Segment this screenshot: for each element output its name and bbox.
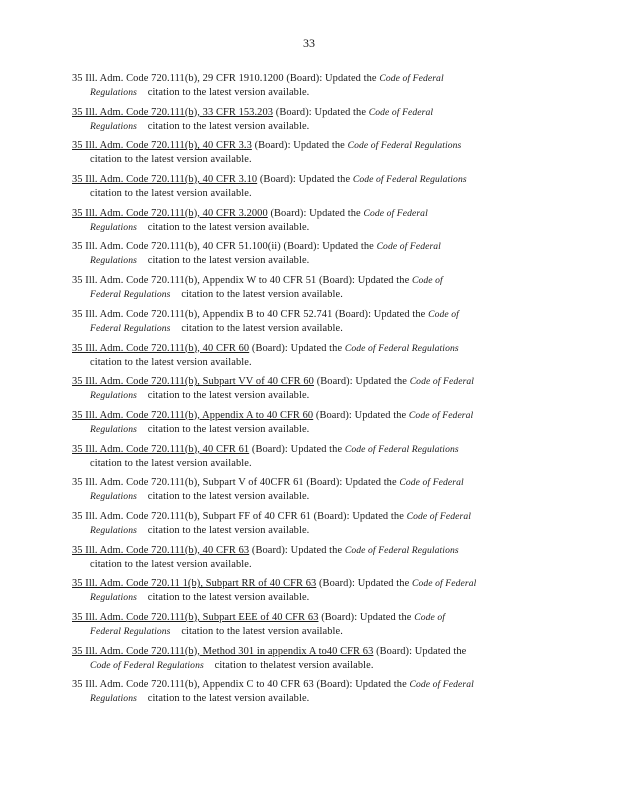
entry-line-1 — [72, 544, 522, 558]
entry-line-2 — [72, 692, 522, 706]
cfr-reference: Code of Federal — [406, 510, 471, 522]
cfr-reference: Code of Federal — [409, 679, 474, 691]
entry-line-1 — [72, 72, 522, 86]
cfr-reference-continued: Regulations — [90, 693, 137, 705]
cfr-reference-continued: Regulations — [90, 592, 137, 604]
entry-line-1 — [72, 577, 522, 591]
entry-action: Updated the — [355, 679, 407, 691]
cfr-reference: Code of Federal Regulations — [344, 443, 459, 455]
entry-line-1 — [72, 342, 522, 356]
entry-action: Updated the — [345, 477, 397, 489]
entry-citation: 35 Ill. Adm. Code 720.111(b), 40 CFR 60 — [72, 342, 250, 354]
entry-citation: 35 Ill. Adm. Code 720.111(b), 40 CFR 3.2000 — [72, 207, 268, 219]
cfr-reference: Code of Federal — [376, 241, 441, 253]
cfr-reference: Code of Federal — [379, 73, 444, 84]
entry-list — [72, 72, 522, 712]
cfr-reference: Code of Federal Regulations — [344, 342, 459, 354]
cfr-reference: Code of — [414, 612, 446, 623]
list-item — [72, 577, 522, 611]
entry-citation: 35 Ill. Adm. Code 720.111(b), 29 CFR 1910.1200 (Board): — [72, 73, 323, 84]
entry-citation: 35 Ill. Adm. Code 720.111(b), 40 CFR 3.3 — [72, 140, 252, 152]
entry-citation: 35 Ill. Adm. Code 720.111(b), 40 CFR 61 — [72, 443, 250, 455]
entry-line-1 — [72, 443, 522, 457]
entry-line-2 — [72, 524, 522, 538]
list-item — [72, 476, 522, 510]
entry-line-2 — [72, 591, 522, 605]
cfr-reference-continued: Regulations — [90, 221, 137, 233]
entry-line-2 — [72, 153, 522, 167]
list-item — [72, 342, 522, 376]
entry-line-2 — [72, 659, 522, 673]
entry-citation: 35 Ill. Adm. Code 720.111(b), 33 CFR 153.203 — [72, 106, 274, 118]
list-item — [72, 308, 522, 342]
entry-action: Updated the — [357, 275, 410, 287]
entry-action: (Board): Updated the — [254, 140, 345, 152]
entry-line-2 — [72, 356, 522, 370]
cfr-reference: Code of Federal — [408, 409, 474, 421]
entry-description: citation to thelatest version available. — [214, 659, 374, 671]
entry-description: citation to the latest version available. — [147, 524, 310, 536]
cfr-reference: Code of Federal — [409, 376, 475, 388]
list-item — [72, 510, 522, 544]
cfr-reference-continued: Federal Regulations — [90, 289, 171, 301]
entry-description: citation to the latest version available. — [90, 154, 252, 166]
entry-citation: 35 Ill. Adm. Code 720.111(b), 40 CFR 63 — [72, 544, 250, 556]
entry-action: (Board): Updated the — [270, 207, 361, 219]
cfr-reference: Code of Federal — [363, 207, 428, 219]
list-item — [72, 443, 522, 477]
entry-line-2 — [72, 120, 522, 134]
entry-line-2 — [72, 187, 522, 201]
entry-description: citation to the latest version available. — [147, 592, 310, 604]
cfr-reference-continued: Regulations — [90, 524, 137, 536]
entry-citation: 35 Ill. Adm. Code 720.111(b), Appendix W to 40 CFR 51 (Board): — [72, 275, 355, 287]
entry-line-1 — [72, 611, 522, 625]
entry-line-1 — [72, 510, 522, 524]
list-item — [72, 139, 522, 173]
entry-description: citation to the latest version available. — [147, 120, 310, 132]
entry-line-2 — [72, 322, 522, 336]
entry-citation: 35 Ill. Adm. Code 720.111(b), Subpart VV of 40 CFR 60 — [72, 376, 314, 388]
list-item — [72, 645, 522, 679]
entry-line-2 — [72, 86, 522, 100]
entry-line-1 — [72, 207, 522, 221]
entry-citation: 35 Ill. Adm. Code 720.11 1(b), Subpart RR of 40 CFR 63 — [72, 578, 317, 590]
entry-action: (Board): Updated the — [315, 409, 407, 421]
entry-description: citation to the latest version available. — [90, 356, 252, 368]
entry-line-1 — [72, 139, 522, 153]
list-item — [72, 240, 522, 274]
entry-action: (Board): Updated the — [251, 544, 343, 556]
entry-line-2 — [72, 254, 522, 268]
cfr-reference: Code of Federal Regulations — [344, 544, 459, 556]
entry-line-2 — [72, 490, 522, 504]
cfr-reference-continued: Regulations — [90, 390, 137, 402]
cfr-reference-continued: Regulations — [90, 120, 137, 132]
entry-line-1 — [72, 173, 522, 187]
cfr-reference-continued: Regulations — [90, 255, 137, 267]
entry-line-2 — [72, 423, 522, 437]
page-number: 33 — [303, 36, 315, 50]
list-item — [72, 72, 522, 106]
entry-line-2 — [72, 389, 522, 403]
entry-citation: 35 Ill. Adm. Code 720.111(b), Appendix C to 40 CFR 63 (Board): — [72, 679, 353, 691]
list-item — [72, 173, 522, 207]
list-item — [72, 678, 522, 712]
entry-action: (Board): Updated the — [251, 443, 343, 455]
entry-line-1 — [72, 645, 522, 659]
entry-description: citation to the latest version available. — [90, 558, 252, 570]
cfr-reference: Code of Federal Regulations — [352, 174, 467, 186]
list-item — [72, 544, 522, 578]
list-item — [72, 611, 522, 645]
entry-description: citation to the latest version available. — [147, 87, 310, 98]
cfr-reference-continued: Regulations — [90, 87, 137, 98]
cfr-reference: Code of — [412, 275, 443, 287]
entry-line-1 — [72, 678, 522, 692]
list-item — [72, 409, 522, 443]
entry-line-2 — [72, 625, 522, 639]
entry-action: (Board): Updated the — [321, 612, 412, 623]
entry-line-2 — [72, 288, 522, 302]
entry-action: (Board): Updated the — [259, 174, 351, 186]
entry-action: (Board): Updated the — [251, 342, 343, 354]
entry-description: citation to the latest version available. — [147, 491, 310, 503]
entry-description: citation to the latest version available. — [147, 390, 310, 402]
entry-description: citation to the latest version available. — [90, 457, 252, 469]
cfr-reference: Code of — [428, 308, 459, 320]
list-item — [72, 375, 522, 409]
entry-line-2 — [72, 457, 522, 471]
entry-citation: 35 Ill. Adm. Code 720.111(b), Appendix B to 40 CFR 52.741 (Board): — [72, 308, 372, 320]
entry-description: citation to the latest version available. — [181, 322, 343, 334]
entry-action: Updated the — [325, 73, 377, 84]
entry-action: Updated the — [322, 241, 374, 253]
entry-action: (Board): Updated the — [316, 376, 407, 388]
entry-citation: 35 Ill. Adm. Code 720.111(b), Appendix A to 40 CFR 60 — [72, 409, 314, 421]
entry-citation: 35 Ill. Adm. Code 720.111(b), Subpart FF of 40 CFR 61 (Board): — [72, 510, 350, 522]
entry-line-1 — [72, 308, 522, 322]
entry-description: citation to the latest version available. — [147, 255, 310, 267]
cfr-reference-continued: Regulations — [90, 423, 137, 435]
cfr-reference: Code of Federal — [412, 578, 477, 590]
entry-citation: 35 Ill. Adm. Code 720.111(b), 40 CFR 51.100(ii) (Board): — [72, 241, 320, 253]
cfr-reference-continued: Federal Regulations — [90, 626, 171, 637]
entry-line-1 — [72, 375, 522, 389]
cfr-reference: Code of Federal Regulations — [347, 140, 462, 152]
list-item — [72, 207, 522, 241]
entry-action: (Board): Updated the — [319, 578, 410, 590]
entry-description: citation to the latest version available. — [181, 626, 343, 637]
cfr-reference-continued: Regulations — [90, 491, 137, 503]
entry-line-1 — [72, 476, 522, 490]
list-item — [72, 106, 522, 140]
cfr-reference-continued: Federal Regulations — [90, 322, 171, 334]
entry-line-2 — [72, 221, 522, 235]
cfr-reference: Code of Federal — [368, 106, 434, 118]
list-item — [72, 274, 522, 308]
entry-description: citation to the latest version available. — [147, 221, 310, 233]
entry-action: Updated the — [373, 308, 426, 320]
entry-action: Updated the — [352, 510, 404, 522]
entry-line-1 — [72, 409, 522, 423]
entry-citation: 35 Ill. Adm. Code 720.111(b), Method 301 in appendix A to40 CFR 63 — [72, 645, 374, 657]
entry-description: citation to the latest version available. — [147, 693, 310, 705]
entry-action: (Board): Updated the — [275, 106, 367, 118]
entry-description: citation to the latest version available. — [147, 423, 310, 435]
cfr-reference-continued: Code of Federal Regulations — [90, 659, 204, 671]
entry-citation: 35 Ill. Adm. Code 720.111(b), Subpart V of 40CFR 61 (Board): — [72, 477, 343, 489]
entry-description: citation to the latest version available. — [90, 188, 252, 200]
entry-line-2 — [72, 558, 522, 572]
entry-citation: 35 Ill. Adm. Code 720.111(b), 40 CFR 3.10 — [72, 174, 258, 186]
entry-line-1 — [72, 240, 522, 254]
entry-line-1 — [72, 106, 522, 120]
entry-line-1 — [72, 274, 522, 288]
entry-action: (Board): Updated the — [376, 645, 467, 657]
cfr-reference: Code of Federal — [399, 477, 464, 489]
entry-description: citation to the latest version available. — [181, 289, 343, 301]
entry-citation: 35 Ill. Adm. Code 720.111(b), Subpart EEE of 40 CFR 63 — [72, 612, 319, 623]
